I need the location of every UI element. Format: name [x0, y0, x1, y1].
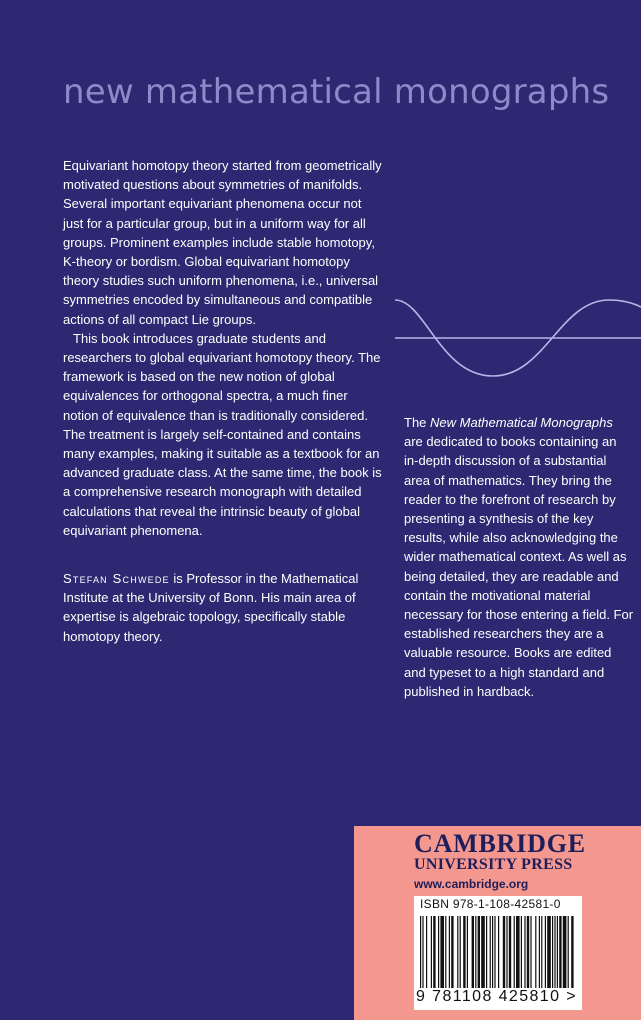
barcode-bar: [438, 916, 439, 988]
barcode-bar: [490, 916, 491, 988]
book-blurb: [63, 156, 383, 540]
isbn-label: ISBN 978-1-108-42581-0: [420, 897, 561, 911]
author-name: Stefan Schwede: [63, 571, 170, 586]
blurb-paragraph-2: This book introduces graduate students and researchers to global equivariant homotopy theory. The framework is based on the new notion of global equivalences for orthogonal spectra, a much finer notion of equivalence than is traditionally considered. The treatment is largely self-contained and contains many examples, making it suitable as a textbook for an advanced graduate class. At the same time, the book is a comprehensive research monograph with detailed calculations that reveal the intrinsic beauty of global equivariant phenomena.: [63, 330, 382, 538]
barcode-bar: [475, 916, 476, 988]
barcode-bar: [506, 916, 507, 988]
series-description-lead: The: [404, 415, 431, 430]
author-bio: [63, 569, 383, 646]
barcode-bar: [535, 916, 536, 988]
barcode-bar: [559, 916, 561, 988]
barcode-bar: [445, 916, 446, 988]
barcode-number: 9 781108 425810 >: [416, 988, 577, 1005]
barcode-bar: [420, 916, 421, 988]
barcode-bar: [478, 916, 480, 988]
barcode-bar: [571, 916, 573, 988]
barcode-bar: [530, 916, 531, 988]
sine-wave-graphic: [395, 290, 641, 390]
barcode-bar: [527, 916, 529, 988]
blurb-paragraph-1: Equivariant homotopy theory started from geometrically motivated questions about symmetries of manifolds. Several important equivariant phenomena occur not just for a particular group, but in a uniform way for all groups. Prominent examples include stable homotopy, K-theory or bordism. Global equivariant homotopy theory studies such uniform phenomena, i.e., universal symmetries encoded by simultaneous and compatible actions of all compact Lie groups.: [63, 158, 382, 327]
author-bio-text: is Professor in the Mathematical Institute at the University of Bonn. His main area of expertise is algebraic topology, specifically stable homotopy theory.: [63, 571, 359, 644]
barcode-bar: [557, 916, 558, 988]
publisher-name: CAMBRIDGE: [414, 829, 586, 858]
barcode-bar: [516, 916, 520, 988]
publisher-url: www.cambridge.org: [414, 877, 529, 891]
series-description: [404, 413, 634, 701]
barcode-bar: [472, 916, 474, 988]
barcode-bar: [563, 916, 567, 988]
barcode-bar: [463, 916, 465, 988]
barcode-bar: [422, 916, 423, 988]
barcode-bar: [431, 916, 432, 988]
barcode-bar: [492, 916, 493, 988]
barcode-bar: [486, 916, 487, 988]
barcode-bar: [541, 916, 542, 988]
barcode-bar: [440, 916, 444, 988]
barcode: [420, 916, 576, 988]
barcode-bar: [568, 916, 569, 988]
barcode-box: [414, 896, 582, 1010]
series-name: New Mathematical Monographs: [430, 415, 613, 430]
barcode-bar: [545, 916, 546, 988]
barcode-bar: [554, 916, 555, 988]
publisher-subtitle: UNIVERSITY PRESS: [414, 856, 573, 873]
barcode-bar: [449, 916, 450, 988]
barcode-bar: [433, 916, 435, 988]
barcode-bar: [494, 916, 495, 988]
barcode-bar: [514, 916, 515, 988]
barcode-bar: [498, 916, 499, 988]
barcode-bar: [521, 916, 522, 988]
barcode-bar: [451, 916, 453, 988]
barcode-bar: [503, 916, 505, 988]
barcode-bar: [481, 916, 485, 988]
barcode-bar: [460, 916, 461, 988]
barcode-bar: [524, 916, 525, 988]
barcode-bar: [426, 916, 427, 988]
barcode-bar: [547, 916, 551, 988]
series-title: new mathematical monographs: [63, 72, 610, 112]
barcode-bar: [509, 916, 511, 988]
barcode-bar: [467, 916, 468, 988]
barcode-bar: [552, 916, 553, 988]
barcode-bar: [539, 916, 540, 988]
barcode-bar: [457, 916, 458, 988]
series-description-text: are dedicated to books containing an in-depth discussion of a substantial area of mathematics. They bring the reader to the forefront of research by presenting a synthesis of the key results, while also acknowledging the wider mathematical context. As well as being detailed, they are readable and contain the motivational material necessary for those entering a field. For established researchers they are a valuable resource. Books are edited and typeset to a high standard and published in hardback.: [404, 434, 634, 699]
